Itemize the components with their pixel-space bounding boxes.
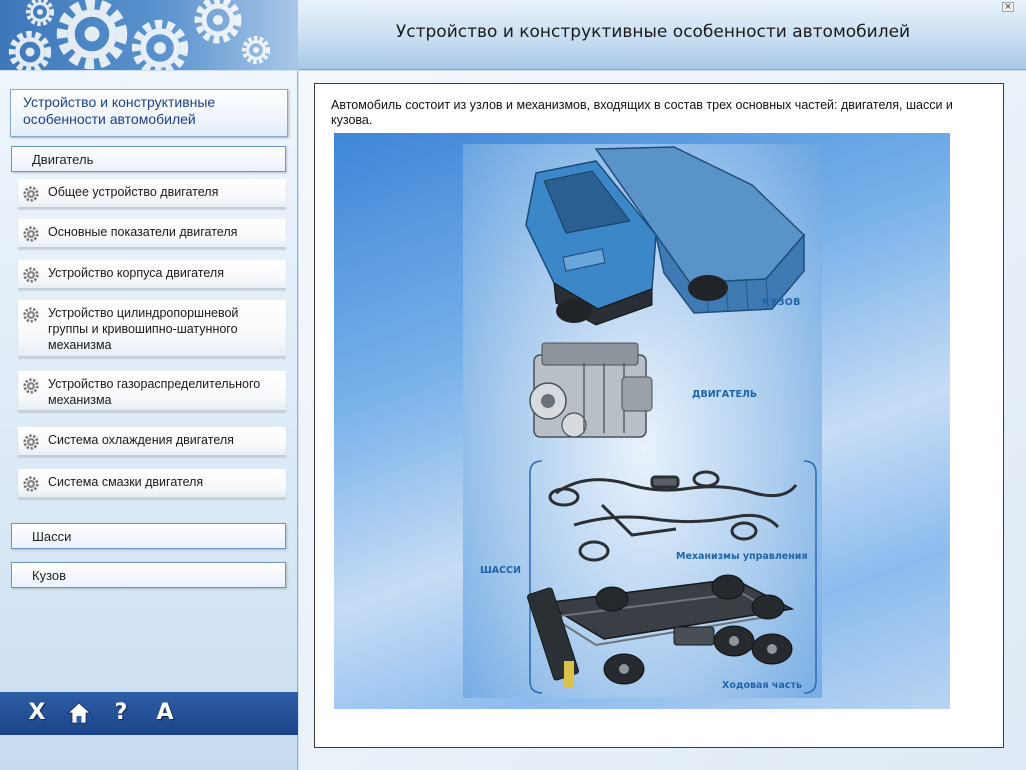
label-controls: Механизмы управления (676, 551, 808, 562)
gear-icon (22, 377, 40, 395)
section-engine-button[interactable]: Двигатель (11, 146, 286, 172)
label-engine: ДВИГАТЕЛЬ (692, 389, 758, 400)
gear-icon (22, 306, 40, 324)
gear-icon (22, 266, 40, 284)
sidebar-item-label: Устройство корпуса двигателя (48, 266, 224, 280)
label-chassis: ШАССИ (480, 565, 521, 576)
sidebar-item-label: Устройство газораспределительного механизма (48, 377, 261, 407)
sidebar-item-cooling[interactable] (18, 427, 286, 457)
page-title: Устройство и конструктивные особенности автомобилей (395, 22, 911, 42)
gears-icon (0, 0, 298, 70)
sidebar (0, 71, 298, 770)
sidebar-item-engine-housing[interactable] (18, 260, 286, 290)
font-button[interactable]: A (156, 700, 174, 725)
sidebar-item-lubrication[interactable] (18, 469, 286, 499)
help-button[interactable]: ? (114, 700, 128, 725)
sidebar-title[interactable]: Устройство и конструктивные особенности автомобилей (10, 89, 288, 137)
sidebar-item-valve-timing[interactable] (18, 371, 286, 412)
car-structure-illustration (334, 133, 950, 709)
app-header (0, 0, 1026, 70)
running-gear-icon (527, 575, 792, 687)
sidebar-item-label: Система смазки двигателя (48, 475, 204, 489)
label-running-gear: Ходовая часть (722, 680, 802, 691)
engine-icon (530, 343, 652, 437)
section-body-button[interactable]: Кузов (11, 562, 286, 588)
gear-icon (22, 475, 40, 493)
control-mechanisms-icon (550, 472, 796, 560)
sidebar-item-label: Основные показатели двигателя (48, 225, 238, 239)
intro-text: Автомобиль состоит из узлов и механизмов, входящих в состав трех основных частей: двигателя, шасси и кузова. (331, 98, 953, 127)
gear-icon (22, 185, 40, 203)
sidebar-item-label: Система охлаждения двигателя (48, 433, 234, 447)
sidebar-item-cylinder-piston[interactable] (18, 300, 286, 358)
sidebar-item-label: Устройство цилиндропоршневой группы и кривошипно-шатунного механизма (48, 306, 239, 352)
car-parts-drawing (334, 133, 950, 709)
bottom-toolbar (0, 692, 298, 735)
gear-icon (22, 225, 40, 243)
home-button[interactable] (64, 698, 94, 728)
sidebar-item-label: Общее устройство двигателя (48, 185, 219, 199)
label-body: КУЗОВ (762, 297, 801, 308)
sidebar-item-engine-parameters[interactable] (18, 219, 286, 249)
window-close-button[interactable]: × (1002, 2, 1014, 12)
home-icon (64, 698, 94, 728)
sidebar-item-general-engine[interactable] (18, 179, 286, 209)
gears-logo (0, 0, 298, 70)
section-chassis-button[interactable]: Шасси (11, 523, 286, 549)
gear-icon (22, 433, 40, 451)
exit-button[interactable]: X (28, 700, 46, 725)
